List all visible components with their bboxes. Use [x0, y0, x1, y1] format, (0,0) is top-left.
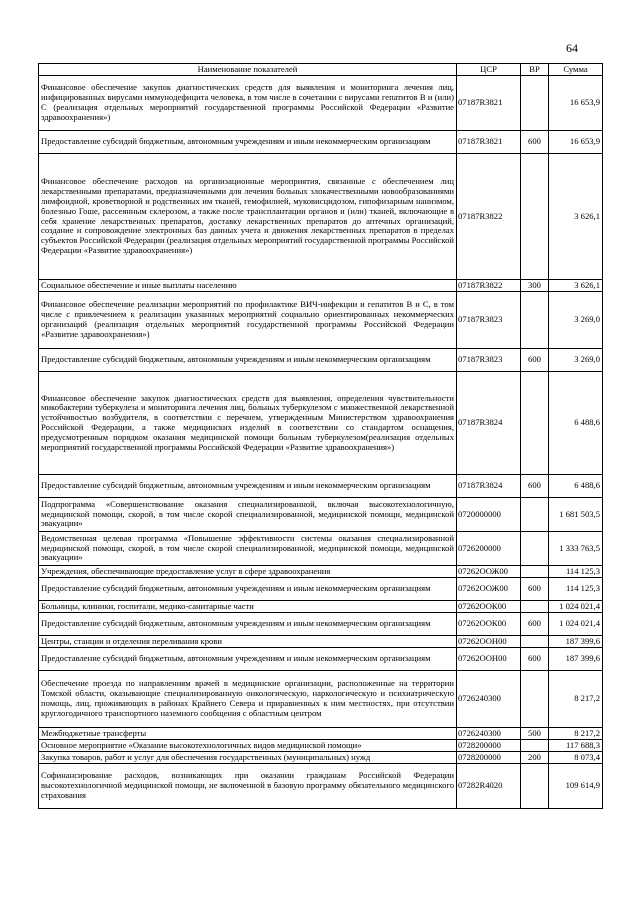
row-name: Финансовое обеспечение расходов на организационные мероприятия, связанные с обеспечением лиц лекарственными препаратами, предназначенными для лечения больных злокачественными новообразованиями лимфоидной, кроветворной и родственных им тканей, гемофилией, муковисцидозом, гипофизарным нанизмом, болезнью Гоше, рассеянным склерозом, а также после трансплантации органов и (или) тканей, включающие в себя хранение лекарственных препаратов, доставку лекарственных препаратов до аптечных организаций, создание и сопровождение электронных баз данных учета и движения лекарственных препаратов в пределах субъектов Российской Федерации (реализация отдельных мероприятий государственной программы Российской Федерации «Развитие здравоохранения»): [39, 154, 457, 280]
table-row: [39, 131, 603, 154]
row-name: Межбюджетные трансферты: [39, 728, 457, 740]
row-csr: 07262ООК00: [457, 613, 521, 636]
row-vr: [521, 498, 549, 532]
page-number: 64: [566, 41, 578, 55]
row-sum: 187 399,6: [549, 648, 603, 671]
row-csr: 07262ООН00: [457, 636, 521, 648]
row-name: Финансовое обеспечение закупок диагностических средств для выявления и мониторинга лечения лиц, инфицированных вирусами иммунодефицита человека, в том числе в сочетании с вирусами гепатитов В и (или) С (реализация отдельных мероприятий государственной программы Российской Федерации «Развитие здравоохранения»): [39, 76, 457, 131]
row-csr: 07187R3823: [457, 349, 521, 372]
table-row: [39, 532, 603, 566]
row-name: Центры, станции и отделения переливания крови: [39, 636, 457, 648]
row-sum: 3 626,1: [549, 280, 603, 292]
row-vr: 500: [521, 728, 549, 740]
row-csr: 07262ООЖ00: [457, 578, 521, 601]
row-csr: 07187R3822: [457, 280, 521, 292]
row-name: Предоставление субсидий бюджетным, автономным учреждениям и иным некоммерческим организациям: [39, 613, 457, 636]
row-sum: 114 125,3: [549, 578, 603, 601]
row-vr: 600: [521, 131, 549, 154]
row-sum: 8 073,4: [549, 752, 603, 764]
row-vr: 300: [521, 280, 549, 292]
row-sum: 117 688,3: [549, 740, 603, 752]
row-sum: 16 653,9: [549, 76, 603, 131]
table-row: [39, 613, 603, 636]
table-row: [39, 728, 603, 740]
row-vr: 600: [521, 613, 549, 636]
row-csr: 0728200000: [457, 752, 521, 764]
row-vr: 200: [521, 752, 549, 764]
row-sum: 1 333 763,5: [549, 532, 603, 566]
row-name: Закупка товаров, работ и услуг для обеспечения государственных (муниципальных) нужд: [39, 752, 457, 764]
row-name: Предоставление субсидий бюджетным, автономным учреждениям и иным некоммерческим организациям: [39, 349, 457, 372]
row-vr: [521, 764, 549, 809]
row-name: Социальное обеспечение и иные выплаты населению: [39, 280, 457, 292]
row-name: Софинансирование расходов, возникающих при оказании гражданам Российской Федерации высокотехнологичной медицинской помощи, не включенной в базовую программу обязательного медицинского страхования: [39, 764, 457, 809]
row-csr: 07187R3821: [457, 131, 521, 154]
row-name: Предоставление субсидий бюджетным, автономным учреждениям и иным некоммерческим организациям: [39, 475, 457, 498]
row-sum: 1 681 503,5: [549, 498, 603, 532]
row-csr: 0726200000: [457, 532, 521, 566]
row-name: Предоставление субсидий бюджетным, автономным учреждениям и иным некоммерческим организациям: [39, 648, 457, 671]
row-vr: [521, 636, 549, 648]
row-name: Предоставление субсидий бюджетным, автономным учреждениям и иным некоммерческим организациям: [39, 578, 457, 601]
row-vr: [521, 292, 549, 349]
table-row: [39, 280, 603, 292]
row-csr: 07187R3824: [457, 475, 521, 498]
table-row: [39, 372, 603, 475]
table-row: [39, 740, 603, 752]
table-row: [39, 292, 603, 349]
row-name: Подпрограмма «Совершенствование оказания специализированной, включая высокотехнологичную, медицинской помощи, скорой, в том числе скорой специализированной, медицинской помощи, медицинской эвакуации»: [39, 498, 457, 532]
budget-table: [38, 63, 603, 809]
row-sum: 6 488,6: [549, 475, 603, 498]
header-vr: ВР: [521, 64, 549, 76]
table-row: [39, 578, 603, 601]
row-sum: 16 653,9: [549, 131, 603, 154]
row-csr: 07282R4020: [457, 764, 521, 809]
row-name: Учреждения, обеспечивающие предоставление услуг в сфере здравоохранения: [39, 566, 457, 578]
row-csr: 07187R3822: [457, 154, 521, 280]
header-sum: Сумма: [549, 64, 603, 76]
row-sum: 109 614,9: [549, 764, 603, 809]
row-sum: 187 399,6: [549, 636, 603, 648]
row-vr: [521, 740, 549, 752]
table-body: [39, 76, 603, 809]
table-row: [39, 764, 603, 809]
table-row: [39, 566, 603, 578]
row-vr: 600: [521, 349, 549, 372]
row-csr: 07262ООЖ00: [457, 566, 521, 578]
row-vr: [521, 372, 549, 475]
row-csr: 0726240300: [457, 728, 521, 740]
row-vr: 600: [521, 578, 549, 601]
row-csr: 07187R3823: [457, 292, 521, 349]
row-name: Больницы, клиники, госпитали, медико-санитарные части: [39, 601, 457, 613]
table-row: [39, 475, 603, 498]
row-sum: 1 024 021,4: [549, 613, 603, 636]
row-csr: 0728200000: [457, 740, 521, 752]
row-csr: 07262ООК00: [457, 601, 521, 613]
row-vr: [521, 532, 549, 566]
row-sum: 114 125,3: [549, 566, 603, 578]
table-row: [39, 498, 603, 532]
table-row: [39, 636, 603, 648]
row-csr: 07187R3821: [457, 76, 521, 131]
row-vr: [521, 76, 549, 131]
row-name: Ведомственная целевая программа «Повышение эффективности системы оказания специализированной медицинской помощи, скорой, в том числе скорой специализированной, медицинской помощи, медицинской эвакуации»: [39, 532, 457, 566]
row-vr: 600: [521, 648, 549, 671]
row-name: Финансовое обеспечение закупок диагностических средств для выявления, определения чувствительности микобактерии туберкулеза и мониторинга лечения лиц, больных туберкулезом с множественной лекарственной устойчивостью возбудителя, в соответствии с перечнем, утвержденным Министерством здравоохранения Российской Федерации, а также медицинских изделий в соответствии со стандартом оснащения, предусмотренным порядком оказания медицинской помощи больным туберкулезом(реализация отдельных мероприятий государственной программы Российской Федерации «Развитие здравоохранения»): [39, 372, 457, 475]
table-header-row: [39, 64, 603, 76]
table-row: [39, 752, 603, 764]
row-name: Основное мероприятие «Оказание высокотехнологичных видов медицинской помощи»: [39, 740, 457, 752]
row-name: Предоставление субсидий бюджетным, автономным учреждениям и иным некоммерческим организациям: [39, 131, 457, 154]
header-csr: ЦСР: [457, 64, 521, 76]
table-row: [39, 154, 603, 280]
row-sum: 8 217,2: [549, 728, 603, 740]
table-row: [39, 76, 603, 131]
row-vr: [521, 671, 549, 728]
row-sum: 3 269,0: [549, 292, 603, 349]
row-vr: [521, 154, 549, 280]
header-name: Наименование показателей: [39, 64, 457, 76]
row-name: Обеспечение проезда по направлениям врачей в медицинские организации, расположенные на территории Томской области, оказывающие специализированную онкологическую, наркологическую и психиатрическую помощь, лиц, проживающих в районах Крайнего Севера и приравненных к ним местностях, при отсутствии круглогодичного транспортного наземного сообщения с областным центром: [39, 671, 457, 728]
row-csr: 0720000000: [457, 498, 521, 532]
row-sum: 8 217,2: [549, 671, 603, 728]
row-name: Финансовое обеспечение реализации мероприятий по профилактике ВИЧ-инфекции и гепатитов В и С, в том числе с привлечением к реализации указанных мероприятий социально ориентированных некоммерческих организаций (реализация отдельных мероприятий государственной программы Российской Федерации «Развитие здравоохранения»): [39, 292, 457, 349]
row-sum: 6 488,6: [549, 372, 603, 475]
row-csr: 07187R3824: [457, 372, 521, 475]
row-csr: 0726240300: [457, 671, 521, 728]
table-row: [39, 648, 603, 671]
table-row: [39, 671, 603, 728]
row-vr: [521, 566, 549, 578]
row-sum: 3 626,1: [549, 154, 603, 280]
row-sum: 1 024 021,4: [549, 601, 603, 613]
table-row: [39, 349, 603, 372]
row-sum: 3 269,0: [549, 349, 603, 372]
table-row: [39, 601, 603, 613]
row-vr: 600: [521, 475, 549, 498]
row-csr: 07262ООН00: [457, 648, 521, 671]
row-vr: [521, 601, 549, 613]
